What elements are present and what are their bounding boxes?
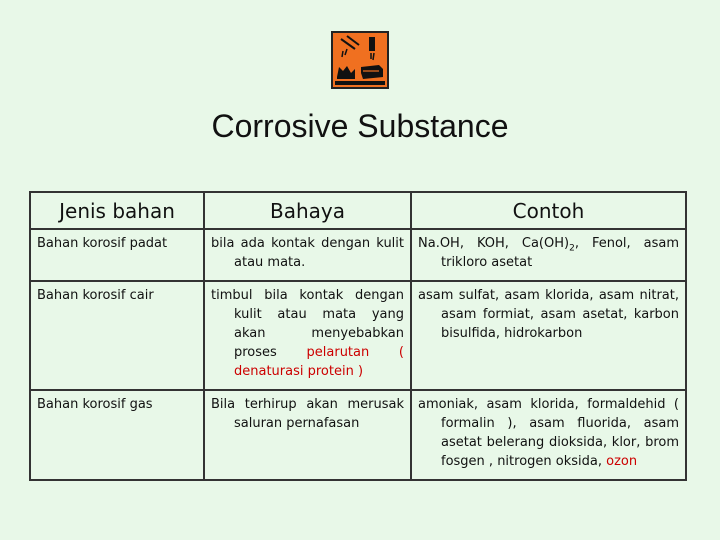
header-jenis-bahan: Jenis bahan: [30, 192, 204, 229]
contoh-cell: Na.OH, KOH, $Ca(OH)_2$, Fenol, asam trikloro asetat: [411, 229, 686, 281]
table-header-row: [30, 192, 686, 229]
header-contoh: Contoh: [411, 192, 686, 229]
corrosive-table: [29, 191, 687, 481]
bahaya-cell: timbul bila kontak dengan kulit atau mata yang akan menyebabkan proses pelarutan ( denaturasi protein ): [204, 281, 411, 390]
bahaya-cell: Bila terhirup akan merusak saluran pernafasan: [204, 390, 411, 480]
highlight-text: pelarutan ( denaturasi protein ): [234, 345, 404, 379]
page-title: Corrosive Substance: [211, 108, 509, 144]
corrosive-hazard-icon: [331, 31, 389, 89]
contoh-cell: asam sulfat, asam klorida, asam nitrat, asam formiat, asam asetat, karbon bisulfida, hidrokarbon: [411, 281, 686, 390]
bahaya-cell: bila ada kontak dengan kulit atau mata.: [204, 229, 411, 281]
jenis-cell: Bahan korosif gas: [30, 390, 204, 480]
header-bahaya: Bahaya: [204, 192, 411, 229]
table-row: [30, 281, 686, 390]
jenis-cell: Bahan korosif padat: [30, 229, 204, 281]
contoh-cell: amoniak, asam klorida, formaldehid ( formalin ), asam fluorida, asam asetat belerang dioksida, klor, brom fosgen , nitrogen oksida, ozon: [411, 390, 686, 480]
table-row: [30, 229, 686, 281]
table-row: [30, 390, 686, 480]
highlight-text: ozon: [606, 454, 638, 469]
jenis-cell: Bahan korosif cair: [30, 281, 204, 390]
